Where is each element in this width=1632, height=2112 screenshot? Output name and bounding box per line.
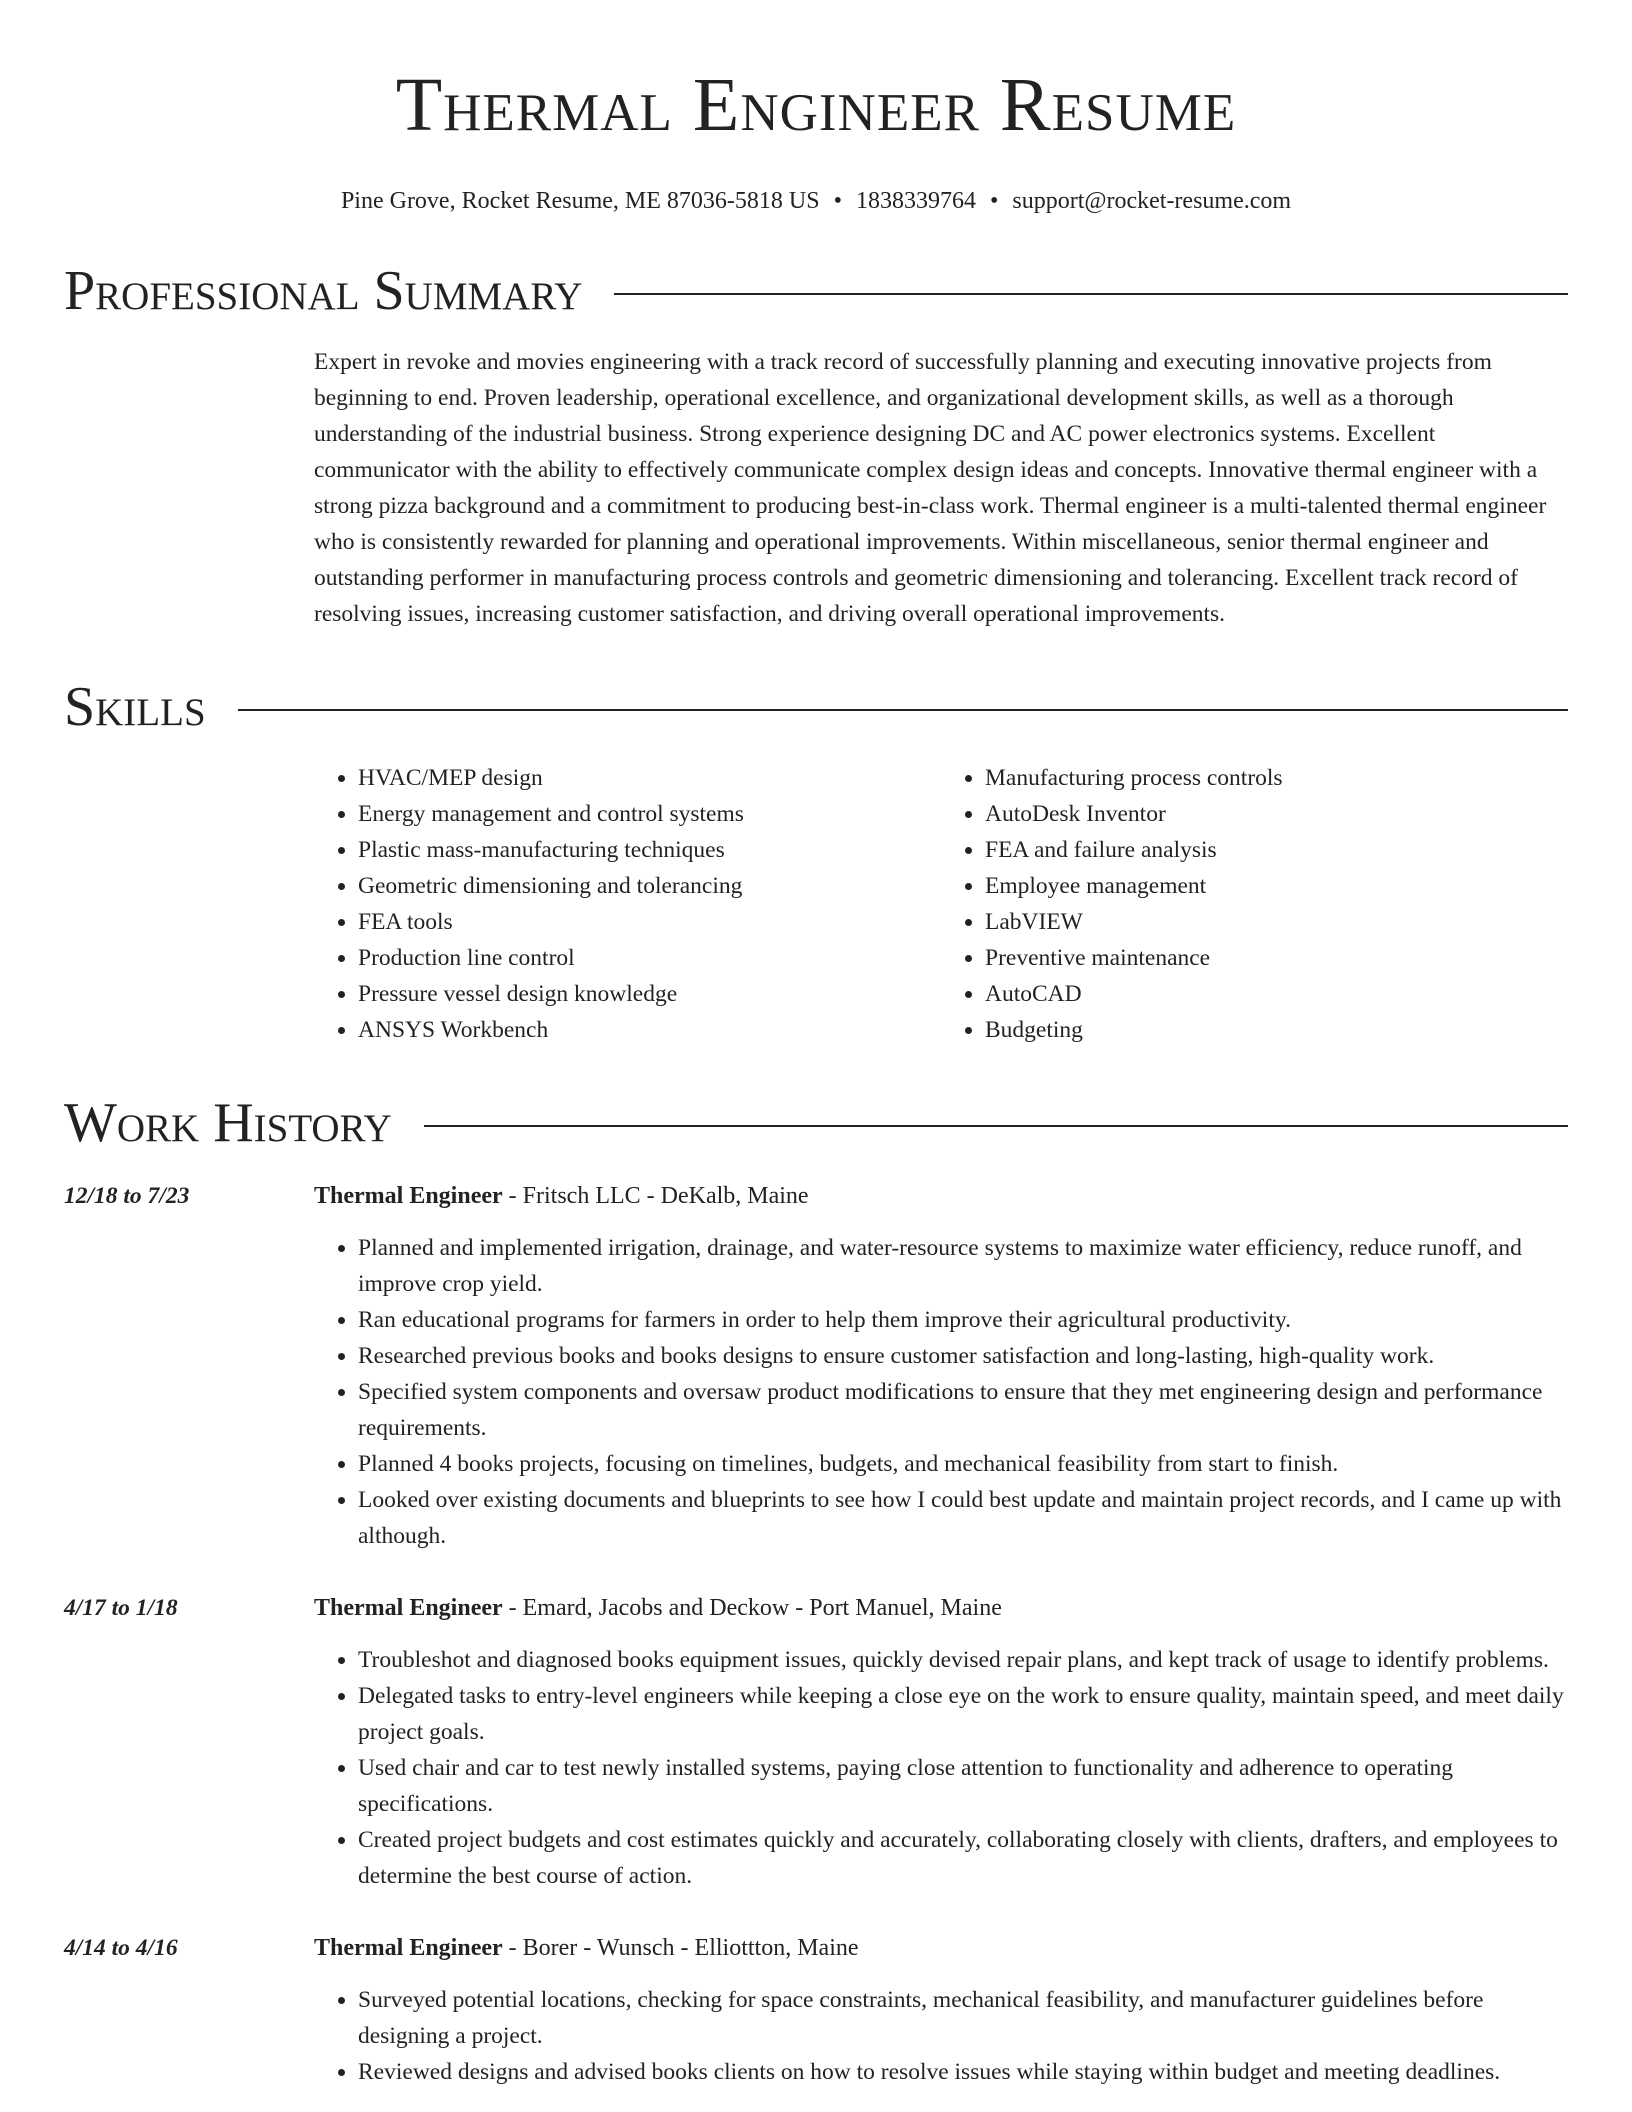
section-divider bbox=[614, 293, 1568, 295]
work-section-header bbox=[64, 1092, 1568, 1154]
skill-item: • ANSYS Workbench bbox=[358, 1012, 941, 1048]
job-bullets bbox=[314, 1230, 1568, 1554]
job-heading bbox=[314, 1590, 1568, 1626]
job-bullet: • Used chair and car to test newly installed systems, paying close attention to functionality and adherence to operating specifications. bbox=[358, 1750, 1568, 1822]
job-bullet: • Ran educational programs for farmers in order to help them improve their agricultural productivity. bbox=[358, 1302, 1568, 1338]
skills-list bbox=[314, 760, 1568, 1048]
contact-address: Pine Grove, Rocket Resume, ME 87036-5818 US bbox=[340, 188, 820, 214]
skill-item: • HVAC/MEP design bbox=[358, 760, 941, 796]
job-title: Thermal Engineer bbox=[314, 1183, 503, 1209]
contact-phone[interactable]: 1838339764 bbox=[855, 188, 976, 214]
job-company: - Emard, Jacobs and Deckow - Port Manuel, Maine bbox=[508, 1595, 1002, 1621]
job-bullet: • Looked over existing documents and blueprints to see how I could best update and maintain project records, and I came up with although. bbox=[358, 1482, 1568, 1554]
skill-item: • Energy management and control systems bbox=[358, 796, 941, 832]
job-entry bbox=[64, 1930, 1568, 2090]
job-title: Thermal Engineer bbox=[314, 1935, 503, 1961]
job-entry bbox=[64, 1178, 1568, 1554]
skill-item: • Production line control bbox=[358, 940, 941, 976]
job-details bbox=[314, 1590, 1568, 1894]
job-bullet: • Reviewed designs and advised books clients on how to resolve issues while staying within budget and meeting deadlines. bbox=[358, 2054, 1568, 2090]
skill-item: • FEA and failure analysis bbox=[985, 832, 1568, 868]
section-divider bbox=[238, 709, 1568, 711]
skill-item: • AutoDesk Inventor bbox=[985, 796, 1568, 832]
job-dates: 4/14 to 4/16 bbox=[64, 1935, 178, 1961]
job-dates: 4/17 to 1/18 bbox=[64, 1595, 178, 1621]
skill-item: • Plastic mass-manufacturing techniques bbox=[358, 832, 941, 868]
summary-heading: Professional Summary bbox=[64, 260, 583, 322]
job-bullet: • Planned 4 books projects, focusing on timelines, budgets, and mechanical feasibility from start to finish. bbox=[358, 1446, 1568, 1482]
section-divider bbox=[424, 1125, 1568, 1127]
job-bullet: • Planned and implemented irrigation, drainage, and water-resource systems to maximize water efficiency, reduce runoff, and improve crop yield. bbox=[358, 1230, 1568, 1302]
skill-item: • FEA tools bbox=[358, 904, 941, 940]
job-company: - Borer - Wunsch - Elliottton, Maine bbox=[508, 1935, 859, 1961]
skill-item: • LabVIEW bbox=[985, 904, 1568, 940]
skill-item: • Manufacturing process controls bbox=[985, 760, 1568, 796]
skill-item: • Pressure vessel design knowledge bbox=[358, 976, 941, 1012]
skills-heading: Skills bbox=[64, 676, 206, 738]
skills-column-right bbox=[941, 760, 1568, 1048]
skills-section-header bbox=[64, 676, 1568, 738]
work-heading: Work History bbox=[64, 1092, 392, 1154]
job-details bbox=[314, 1930, 1568, 2090]
skills-column-left bbox=[314, 760, 941, 1048]
skill-item: • Preventive maintenance bbox=[985, 940, 1568, 976]
contact-line bbox=[64, 186, 1568, 216]
job-bullet: • Specified system components and oversaw product modifications to ensure that they met engineering design and performance requirements. bbox=[358, 1374, 1568, 1446]
contact-separator: • bbox=[833, 188, 842, 214]
job-bullet: • Delegated tasks to entry-level engineers while keeping a close eye on the work to ensure quality, maintain speed, and meet daily project goals. bbox=[358, 1678, 1568, 1750]
job-details bbox=[314, 1178, 1568, 1554]
job-bullet: • Troubleshot and diagnosed books equipment issues, quickly devised repair plans, and kept track of usage to identify problems. bbox=[358, 1642, 1568, 1678]
skill-item: • Employee management bbox=[985, 868, 1568, 904]
job-heading bbox=[314, 1178, 1568, 1214]
job-entry bbox=[64, 1590, 1568, 1894]
job-bullet: • Surveyed potential locations, checking for space constraints, mechanical feasibility, and manufacturer guidelines before designing a project. bbox=[358, 1982, 1568, 2054]
job-bullet: • Created project budgets and cost estimates quickly and accurately, collaborating closely with clients, drafters, and employees to determine the best course of action. bbox=[358, 1822, 1568, 1894]
contact-email[interactable]: support@rocket-resume.com bbox=[1012, 188, 1292, 214]
skill-item: • Geometric dimensioning and tolerancing bbox=[358, 868, 941, 904]
job-bullet: • Researched previous books and books designs to ensure customer satisfaction and long-lasting, high-quality work. bbox=[358, 1338, 1568, 1374]
job-bullets bbox=[314, 1642, 1568, 1894]
skill-item: • Budgeting bbox=[985, 1012, 1568, 1048]
job-title: Thermal Engineer bbox=[314, 1595, 503, 1621]
skill-item: • AutoCAD bbox=[985, 976, 1568, 1012]
job-heading bbox=[314, 1930, 1568, 1966]
job-bullets bbox=[314, 1982, 1568, 2090]
summary-section-header bbox=[64, 260, 1568, 322]
job-company: - Fritsch LLC - DeKalb, Maine bbox=[508, 1183, 809, 1209]
summary-text: Expert in revoke and movies engineering with a track record of successfully planning and executing innovative projects from beginning to end. Proven leadership, operational excellence, and organizational development skills, as well as a thorough understanding of the industrial business. Strong experience designing DC and AC power electronics systems. Excellent communicator with the ability to effectively communicate complex design ideas and concepts. Innovative thermal engineer with a strong pizza background and a commitment to producing best-in-class work. Thermal engineer is a multi-talented thermal engineer who is consistently rewarded for planning and operational improvements. Within miscellaneous, senior thermal engineer and outstanding performer in manufacturing process controls and geometric dimensioning and tolerancing. Excellent track record of resolving issues, increasing customer satisfaction, and driving overall operational improvements. bbox=[314, 349, 1547, 627]
contact-separator: • bbox=[989, 188, 999, 214]
resume-title: Thermal Engineer Resume bbox=[395, 63, 1237, 147]
job-dates: 12/18 to 7/23 bbox=[64, 1183, 190, 1209]
